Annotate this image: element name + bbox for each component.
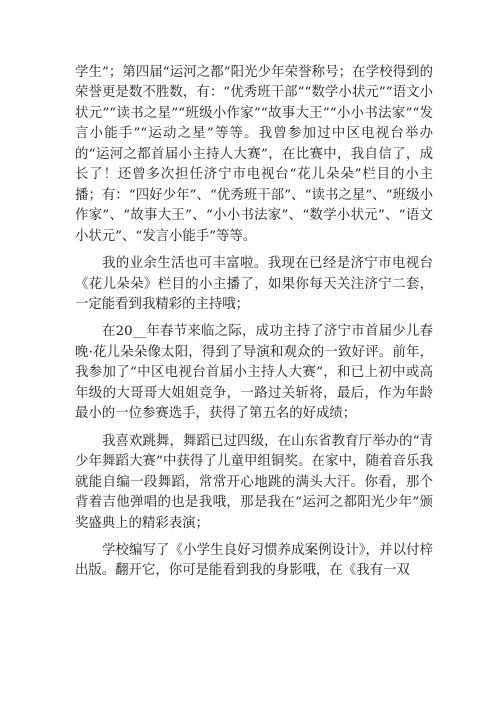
paragraph-spring-gala: 在20__年春节来临之际，成功主持了济宁市首届少儿春晚·花儿朵朵像太阳，得到了导演和观众的一致好评。前年，我参加了“中区电视台首届小主持人大赛”，和已上初中或高年级的大哥哥大姐姐竞争，一路过关斩将，最后，作为年龄最小的一位参赛选手，获得了第五名的好成绩；	[75, 324, 433, 422]
paragraph-school-book: 学校编写了《小学生良好习惯养成案例设计》，并以付梓出版。翻开它，你可是能看到我的身影哦，在《我有一双	[75, 542, 433, 579]
paragraph-dance: 我喜欢跳舞，舞蹈已过四级，在山东省教育厅举办的“青少年舞蹈大赛”中获得了儿童甲组铜奖。在家中，随着音乐我就能自编一段舞蹈，常常开心地跳的满头大汗。你看，那个背着吉他弹唱的也是我哦，那是我在“运河之都阳光少年”颁奖盛典上的精彩表演；	[75, 433, 433, 531]
document-page	[75, 63, 433, 589]
paragraph-hobbies: 我的业余生活也可丰富啦。我现在已经是济宁市电视台《花儿朵朵》栏目的小主播了，如果你每天关注济宁二套，一定能看到我精彩的主持哦；	[75, 256, 433, 312]
paragraph-honors: 学生”；第四届“运河之都”阳光少年荣誉称号；在学校得到的荣誉更是数不胜数，有：“优秀班干部”“数学小状元”“语文小状元”“读书之星”“班级小作家”“故事大王”“小小书法家”“发言小能手”“运动之星”等等。我曾参加过中区电视台举办的“运河之都首届小主持人大赛”，在比赛中，我自信了，成长了！还曾多次担任济宁市电视台“花儿朵朵”栏目的小主播；有：“四好少年”、“优秀班干部”、“读书之星”、“班级小作家”、“故事大王”、“小小书法家”、“数学小状元”、“语文小状元”、“发言小能手”等等。	[75, 65, 433, 244]
